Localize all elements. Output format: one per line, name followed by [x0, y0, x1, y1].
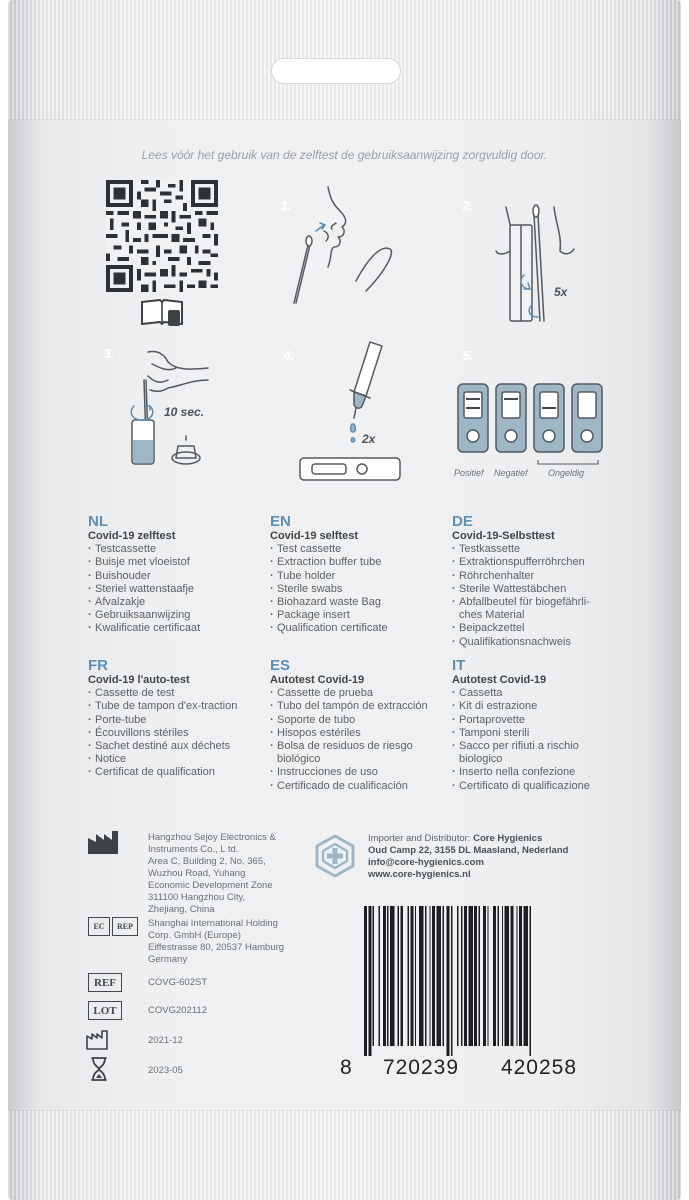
lot-value: COVG202112	[148, 1005, 207, 1016]
list-item: · Soporte de tubo	[270, 714, 430, 727]
lang-code: FR	[88, 657, 108, 674]
rep-symbol: REP	[112, 917, 138, 936]
list-item: · Tube de tampon d'ex-traction	[88, 700, 256, 713]
result-cassette-positive	[458, 384, 488, 452]
lang-title: Covid-19 l'auto-test	[88, 674, 190, 686]
list-item: · Buishouder	[88, 570, 273, 583]
list-item: · Cassette de test	[88, 687, 256, 700]
lang-code: EN	[270, 513, 291, 530]
list-item: · Sacco per rifiuti a rischio biologico	[452, 740, 612, 766]
step-3-duration-note: 10 sec.	[164, 405, 205, 419]
lang-title: Autotest Covid-19	[452, 674, 547, 686]
lang-block-de	[452, 514, 612, 649]
list-item: · Portaprovette	[452, 714, 612, 727]
hang-hole	[271, 58, 401, 84]
ref-symbol: REF	[88, 973, 122, 992]
list-item: · Certificat de qualification	[88, 766, 256, 779]
list-item: · Sterile swabs	[270, 583, 455, 596]
lang-code: DE	[452, 513, 473, 530]
list-item: · Extraktionspufferröhrchen	[452, 556, 612, 569]
list-item: · Gebruiksaanwijzing	[88, 609, 273, 622]
list-item: · Extraction buffer tube	[270, 556, 455, 569]
list-item: · Bolsa de residuos de riesgo biológico	[270, 740, 430, 766]
intro-text: Lees vóór het gebruik van de zelftest de gebruiksaanwijzing zorgvuldig door.	[141, 148, 548, 162]
manufacture-date-icon	[86, 1030, 108, 1050]
lang-code: ES	[270, 657, 291, 674]
list-item: · Porte-tube	[88, 714, 256, 727]
result-cassette-invalid-1	[534, 384, 564, 452]
instructions-book-icon	[140, 296, 184, 328]
step-2-illustration	[452, 185, 632, 325]
result-cassette-negative	[496, 384, 526, 452]
lang-block-fr	[88, 658, 256, 780]
manufacturer-icon	[86, 830, 122, 856]
lang-title: Covid-19 zelftest	[88, 530, 176, 542]
list-item: · Cassetta	[452, 687, 612, 700]
ec-rep-address: Shanghai International Holding Corp. GmbH (Europe) Eiffestrasse 80, 20537 Hamburg Germany	[148, 918, 285, 965]
result-cassette-invalid-2	[572, 384, 602, 452]
lang-block-en	[270, 514, 455, 636]
qr-code-icon	[106, 180, 218, 292]
list-item: · Biohazard waste Bag	[270, 596, 455, 609]
lang-code: IT	[452, 657, 466, 674]
list-item: · Tube holder	[270, 570, 455, 583]
list-item: · Qualification certificate	[270, 622, 455, 635]
barcode-number: 8 720239 420258	[340, 1056, 578, 1079]
step-4-illustration	[270, 340, 450, 480]
lot-symbol: LOT	[88, 1001, 122, 1020]
list-item: · Afvalzakje	[88, 596, 273, 609]
lang-block-nl	[88, 514, 273, 636]
step-5-illustration	[452, 340, 612, 480]
list-item: · Package insert	[270, 609, 455, 622]
step-4-badge: 4.	[274, 340, 304, 370]
barcode-icon	[362, 906, 598, 1056]
lang-title: Autotest Covid-19	[270, 674, 365, 686]
list-item: · Écouvillons stériles	[88, 727, 256, 740]
result-label-negative: Negatief	[494, 468, 528, 478]
list-item: · Test cassette	[270, 543, 455, 556]
list-item: · Qualifikationsnachweis	[452, 636, 612, 649]
step-5-badge: 5.	[453, 340, 483, 370]
expiry-date: 2023-05	[148, 1065, 183, 1076]
manufacture-date: 2021-12	[148, 1035, 183, 1046]
list-item: · Abfallbeutel für biogefährli-ches Material	[452, 596, 612, 622]
list-item: · Kit di estrazione	[452, 700, 612, 713]
importer-name: Core Hygienics	[473, 833, 543, 844]
list-item: · Kwalificatie certificaat	[88, 622, 273, 635]
ref-value: COVG-602ST	[148, 977, 208, 988]
manufacturer-address: Hangzhou Sejoy Electronics & Instruments Co., L td. Area C, Building 2, No. 365, Wuzhou Road, Yuhang Economic Development Zone 311100 Hangzhou City, Zhejiang, China	[148, 832, 276, 915]
list-item: · Testcassette	[88, 543, 273, 556]
list-item: · Tubo del tampón de extracción	[270, 700, 430, 713]
list-item: · Inserto nella confezione	[452, 766, 612, 779]
result-label-invalid: Ongeldig	[548, 468, 585, 478]
importer-email: info@core-hygienics.com	[368, 857, 484, 868]
step-3-illustration	[88, 340, 268, 480]
list-item: · Buisje met vloeistof	[88, 556, 273, 569]
list-item: · Röhrchenhalter	[452, 570, 612, 583]
list-item: · Steriel wattenstaafje	[88, 583, 273, 596]
list-item: · Certificato di qualificazione	[452, 780, 612, 793]
list-item: · Sachet destiné aux déchets	[88, 740, 256, 753]
list-item: · Hisopos estériles	[270, 727, 430, 740]
list-item: · Beipackzettel	[452, 622, 612, 635]
step-2-repeat-note: 5x	[554, 285, 568, 299]
list-item: · Notice	[88, 753, 256, 766]
list-item: · Cassette de prueba	[270, 687, 430, 700]
lang-code: NL	[88, 513, 108, 530]
importer-details: Importer and Distributor: Core Hygienics Oud Camp 22, 3155 DL Maasland, Nederland info@core-hygienics.com www.core-hygienics.nl	[368, 833, 569, 880]
list-item: · Tamponi sterili	[452, 727, 612, 740]
hourglass-icon	[90, 1056, 108, 1082]
lang-block-es	[270, 658, 430, 793]
result-label-positive: Positief	[454, 468, 484, 478]
step-2-badge: 2.	[453, 190, 483, 220]
step-3-badge: 3.	[94, 338, 124, 368]
bottom-seal	[8, 1110, 681, 1200]
lang-title: Covid-19-Selbsttest	[452, 530, 555, 542]
step-1-illustration	[270, 185, 450, 325]
list-item: · Instrucciones de uso	[270, 766, 430, 779]
ec-symbol: EC	[88, 917, 110, 936]
core-hygienics-logo-icon	[312, 833, 358, 879]
importer-address: Oud Camp 22, 3155 DL Maasland, Nederland	[368, 845, 569, 856]
lang-block-it	[452, 658, 612, 793]
list-item: · Sterile Wattestäbchen	[452, 583, 612, 596]
list-item: · Certificado de cualificación	[270, 780, 430, 793]
step-1-badge: 1.	[271, 190, 301, 220]
step-4-drops-note: 2x	[362, 432, 376, 446]
importer-website: www.core-hygienics.nl	[368, 869, 471, 880]
list-item: · Testkassette	[452, 543, 612, 556]
lang-title: Covid-19 selftest	[270, 530, 359, 542]
